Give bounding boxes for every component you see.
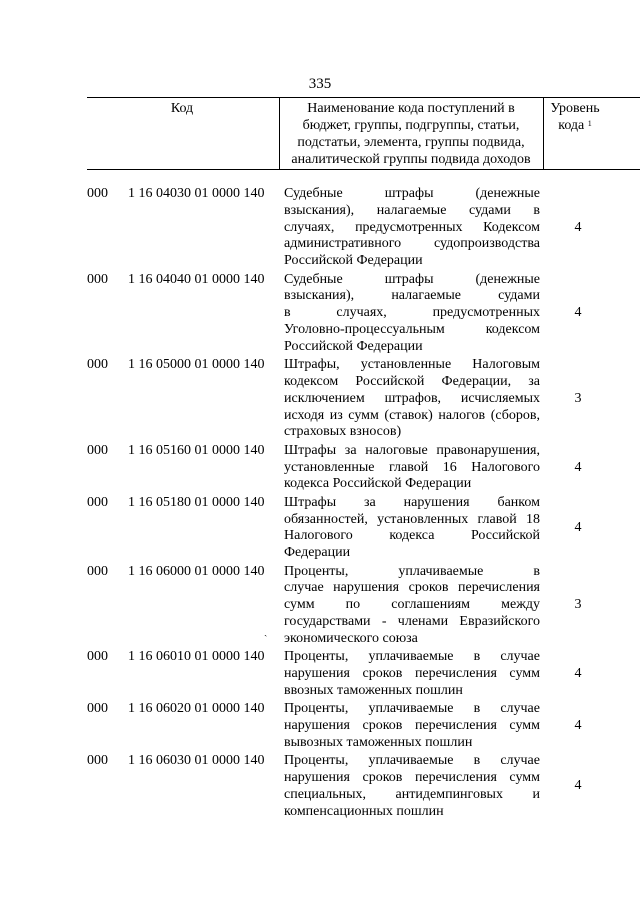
revenue-name-line: установленные главой 16 Налогового [284,459,540,475]
table-row [0,649,640,699]
table-row [0,357,640,441]
admin-code: 000 [87,357,108,373]
revenue-name [284,357,540,441]
revenue-name-line: Проценты, уплачиваемые в случае [284,753,540,769]
revenue-code: 1 16 05160 01 0000 140 [128,442,265,458]
admin-code: 000 [87,701,108,717]
revenue-name-line: Судебные штрафы (денежные [284,271,540,287]
header-name-line: аналитической группы подвида доходов [291,152,531,167]
header-level-line: кода $^1$ [558,118,592,133]
revenue-name-line: административного судопроизводства [284,236,540,252]
revenue-name-line: исходя из сумм (ставок) налогов (сборов, [284,407,540,423]
code-level: 3 [574,597,582,613]
revenue-code: 1 16 06000 01 0000 140 [128,563,265,579]
revenue-name-line: вывозных таможенных пошлин [284,734,473,750]
revenue-name-line: в случаях, предусмотренных [284,305,540,321]
code-level: 4 [574,459,582,475]
table-row [0,272,640,356]
revenue-name [284,443,540,493]
revenue-name-line: сумм по соглашениям между [284,597,540,613]
revenue-name [284,186,540,270]
revenue-code: 1 16 04030 01 0000 140 [128,186,265,201]
revenue-name [284,272,540,356]
header-name-line: Наименование кода поступлений в [307,101,515,116]
revenue-name-line: Штрафы за налоговые правонарушения, [284,442,540,458]
revenue-name-line: Судебные штрафы (денежные [284,186,540,201]
revenue-name-line: Российской Федерации [284,338,423,354]
revenue-name-line: Проценты, уплачиваемые в [284,563,540,579]
code-level: 4 [574,519,582,535]
code-level: 4 [574,778,582,794]
header-code: Код [170,101,194,116]
admin-code: 000 [87,442,108,458]
revenue-code: 1 16 04040 01 0000 140 [128,271,265,287]
admin-code: 000 [87,494,108,510]
revenue-name [284,649,540,699]
scan-mark: ˏ [264,626,268,638]
revenue-name-line: страховых взносов) [284,424,402,440]
header-level-line: Уровень [550,101,600,116]
revenue-name-line: взыскания), налагаемые судами [284,288,540,304]
revenue-name [284,564,540,648]
code-level: 4 [574,717,582,733]
header-name-line: подстатьи, элемента, группы подвида, [297,135,525,150]
revenue-name-line: специальных, антидемпинговых и [284,786,540,802]
revenue-name-line: Российской Федерации [284,253,423,269]
admin-code: 000 [87,563,108,579]
revenue-name [284,753,540,820]
revenue-name-line: взыскания), налагаемые судами в [284,202,540,218]
revenue-name-line: кодекса Российской Федерации [284,476,472,492]
header-level [543,100,607,134]
revenue-code: 1 16 05000 01 0000 140 [128,357,265,373]
code-level: 3 [574,390,582,406]
revenue-name-line: Штрафы за нарушения банком [284,494,540,510]
revenue-name-line: экономического союза [284,630,418,646]
revenue-name-line: обязанностей, установленных главой 18 [284,511,540,527]
revenue-code: 1 16 05180 01 0000 140 [128,494,265,510]
revenue-name-line: ввозных таможенных пошлин [284,682,463,698]
table-row [0,753,640,820]
revenue-code: 1 16 06010 01 0000 140 [128,649,265,665]
table-header [87,97,640,170]
footnote-mark: 1 [587,119,592,128]
revenue-name [284,495,540,562]
revenue-name-line: Налогового кодекса Российской [284,528,540,544]
revenue-name-line: Проценты, уплачиваемые в случае [284,649,540,665]
code-level: 4 [574,305,582,321]
admin-code: 000 [87,753,108,769]
code-level: 4 [574,219,582,235]
revenue-name-line: компенсационных пошлин [284,803,444,819]
table-row [0,443,640,493]
admin-code: 000 [87,271,108,287]
table-row [0,495,640,562]
revenue-name-line: нарушения сроков перечисления сумм [284,769,540,785]
revenue-name-line: Федерации [284,545,351,561]
code-level: 4 [574,665,582,681]
revenue-code: 1 16 06030 01 0000 140 [128,753,265,769]
table-row [0,186,640,270]
page-number: 335 [308,76,332,92]
revenue-name [284,701,540,751]
admin-code: 000 [87,649,108,665]
revenue-name-line: Проценты, уплачиваемые в случае [284,701,540,717]
revenue-name-line: нарушения сроков перечисления сумм [284,717,540,733]
revenue-name-line: исключением штрафов, исчисляемых [284,390,540,406]
revenue-name-line: государствами - членами Евразийского [284,613,540,629]
header-name-line: бюджет, группы, подгруппы, статьи, [302,118,520,133]
revenue-name-line: кодексом Российской Федерации, за [284,373,540,389]
table-row [0,701,640,751]
admin-code: 000 [87,186,108,201]
revenue-name-line: случаях, предусмотренных Кодексом [284,219,540,235]
header-name [279,100,543,168]
table-row [0,564,640,648]
revenue-name-line: нарушения сроков перечисления сумм [284,665,540,681]
revenue-name-line: случае нарушения сроков перечисления [284,580,540,596]
revenue-name-line: Штрафы, установленные Налоговым [284,357,540,373]
revenue-code: 1 16 06020 01 0000 140 [128,701,265,717]
revenue-name-line: Уголовно-процессуальным кодексом [284,321,540,337]
